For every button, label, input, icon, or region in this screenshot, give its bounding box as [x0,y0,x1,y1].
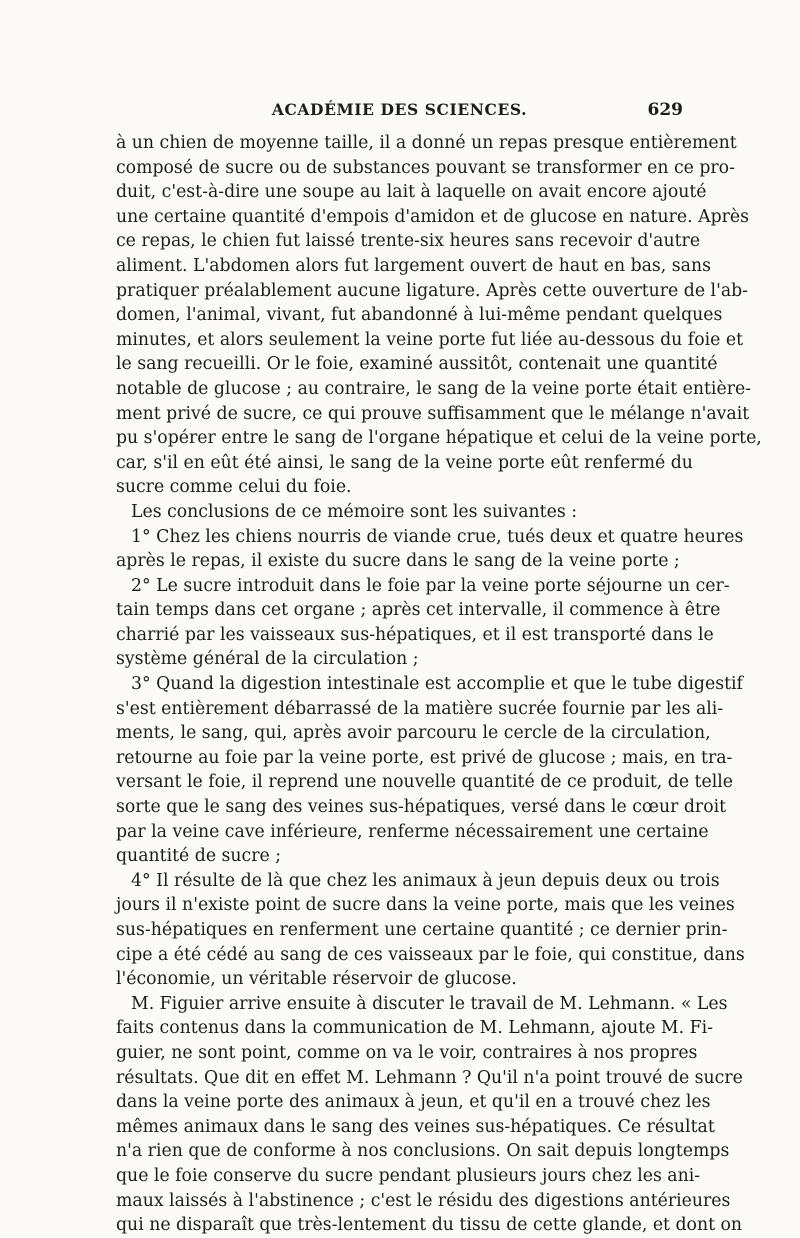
text-line: versant le foie, il reprend une nouvelle quantité de ce produit, de telle [116,772,734,793]
text-line: Les conclusions de ce mémoire sont les suivantes : [131,501,578,522]
text-line: ments, le sang, qui, après avoir parcouru le cercle de la circulation, [116,723,711,744]
text-line: 3° Quand la digestion intestinale est accomplie et que le tube digestif [131,674,743,695]
text-line: guier, ne sont point, comme on va le voir, contraires à nos propres [116,1042,698,1063]
body-text [116,131,762,1238]
text-line: pratiquer préalablement aucune ligature. Après cette ouverture de l'ab- [116,280,749,301]
text-line: 1° Chez les chiens nourris de viande crue, tués deux et quatre heures [131,526,744,547]
text-line: ce repas, le chien fut laissé trente-six heures sans recevoir d'autre [116,231,701,252]
running-title: ACADÉMIE DES SCIENCES. [271,100,528,119]
text-line: pu s'opérer entre le sang de l'organe hépatique et celui de la veine porte, [116,428,762,449]
page-number: 629 [647,100,683,120]
text-line: dans la veine porte des animaux à jeun, et qu'il en a trouvé chez les [116,1092,711,1113]
text-line: s'est entièrement débarrassé de la matière sucrée fournie par les ali- [116,698,724,719]
text-line: sucre comme celui du foie. [116,477,352,498]
text-line: quantité de sucre ; [116,846,282,867]
page-header [116,100,683,126]
text-line: sus-hépatiques en renferment une certaine quantité ; ce dernier prin- [116,920,728,940]
text-line: le sang recueilli. Or le foie, examiné aussitôt, contenait une quantité [116,354,718,375]
text-line: sorte que le sang des veines sus-hépatiques, versé dans le cœur droit [116,797,727,818]
text-line: cipe a été cédé au sang de ces vaisseaux par le foie, qui constitue, dans [116,944,745,965]
text-line: système général de la circulation ; [116,649,419,670]
text-line: mêmes animaux dans le sang des veines sus-hépatiques. Ce résultat [116,1116,715,1137]
text-line: l'économie, un véritable réservoir de glucose. [116,969,517,990]
text-line: car, s'il en eût été ainsi, le sang de la veine porte eût renfermé du [116,452,693,473]
text-line: 2° Le sucre introduit dans le foie par la veine porte séjourne un cer- [131,575,730,596]
text-line: duit, c'est-à-dire une soupe au lait à laquelle on avait encore ajouté [116,182,707,203]
text-line: jours il n'existe point de sucre dans la veine porte, mais que les veines [116,895,735,916]
text-line: composé de sucre ou de substances pouvant se transformer en ce pro- [116,157,735,178]
text-line: retourne au foie par la veine porte, est privé de glucose ; mais, en tra- [116,747,733,768]
text-line: domen, l'animal, vivant, fut abandonné à lui-même pendant quelques [116,305,723,326]
text-line: par la veine cave inférieure, renferme nécessairement une certaine [116,821,709,842]
text-line: qui ne disparaît que très-lentement du tissu de cette glande, et dont on [116,1215,743,1236]
text-line: M. Figuier arrive ensuite à discuter le travail de M. Lehmann. « Les [131,993,728,1014]
text-line: tain temps dans cet organe ; après cet intervalle, il commence à être [116,600,721,621]
text-line: ment privé de sucre, ce qui prouve suffisamment que le mélange n'avait [116,403,750,424]
text-line: après le repas, il existe du sucre dans le sang de la veine porte ; [116,551,680,572]
text-line: une certaine quantité d'empois d'amidon et de glucose en nature. Après [116,206,750,227]
text-line: faits contenus dans la communication de M. Lehmann, ajoute M. Fi- [116,1018,713,1039]
text-line: n'a rien que de conforme à nos conclusions. On sait depuis longtemps [116,1141,730,1162]
text-line: à un chien de moyenne taille, il a donné un repas presque entièrement [116,133,737,153]
text-line: maux laissés à l'abstinence ; c'est le résidu des digestions antérieures [116,1190,731,1211]
text-line: aliment. L'abdomen alors fut largement ouvert de haut en bas, sans [116,255,711,276]
text-line: minutes, et alors seulement la veine porte fut liée au-dessous du foie et [116,329,744,350]
text-line: que le foie conserve du sucre pendant plusieurs jours chez les ani- [116,1165,701,1186]
text-line: 4° Il résulte de là que chez les animaux à jeun depuis deux ou trois [131,870,720,891]
text-line: notable de glucose ; au contraire, le sang de la veine porte était entière- [116,378,752,399]
text-line: charrié par les vaisseaux sus-hépatiques, et il est transporté dans le [116,624,714,645]
text-line: résultats. Que dit en effet M. Lehmann ? Qu'il n'a point trouvé de sucre [116,1067,743,1088]
